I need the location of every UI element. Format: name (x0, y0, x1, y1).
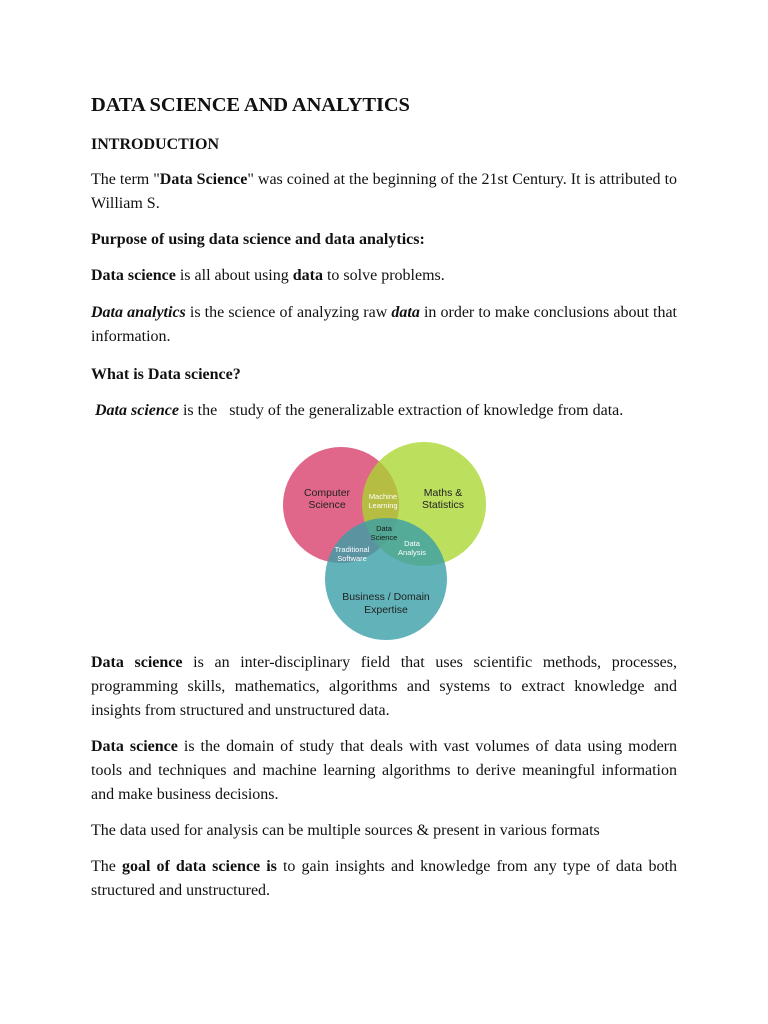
venn-label-business-line1: Business / Domain (342, 591, 430, 603)
introduction-heading: INTRODUCTION (91, 136, 220, 153)
ds-study-text: is the study of the generalizable extraction of knowledge from data. (178, 402, 624, 419)
data-used-paragraph: The data used for analysis can be multiple sources & present in various formats (91, 822, 600, 839)
ds-study-paragraph (91, 399, 677, 423)
ds-solve-text-1: is all about using (175, 267, 293, 284)
ds-solve-bold-1: Data science (91, 267, 176, 284)
venn-label-maths-line2: Statistics (421, 499, 465, 511)
da-text-2: in order to make conclusions about that information. (91, 304, 677, 345)
ds-study-bold-italic: Data science (95, 402, 179, 419)
goal-text-2: to gain insights and knowledge from any type of data both structured and unstructured. (91, 858, 677, 899)
venn-label-ts-line2: Software (337, 554, 367, 563)
venn-label-ds-line1: Data (376, 524, 392, 533)
da-bold-italic-1: Data analytics (91, 304, 186, 321)
venn-label-maths-line1: Maths & (423, 487, 463, 499)
ds-domain-bold: Data science (91, 738, 178, 755)
document-body (91, 92, 677, 903)
page-title: DATA SCIENCE AND ANALYTICS (91, 94, 410, 116)
what-is-ds-heading: What is Data science? (91, 366, 241, 383)
venn-label-ml-line2: Learning (368, 501, 398, 510)
ds-solve-paragraph (91, 264, 677, 288)
venn-label-ts-line1: Traditional (334, 545, 370, 554)
venn-diagram-figure (91, 436, 677, 642)
term-text-2: " was coined at the beginning of the 21st Century. It is attributed to William S. (91, 171, 678, 212)
ds-interdisciplinary-paragraph (91, 651, 677, 723)
venn-label-da-line2: Analysis (398, 548, 426, 557)
ds-inter-text: is an inter-disciplinary field that uses scientific methods, processes, programming skills, mathematics, algorithms and systems to extract knowledge and insights from structured and unstructured data. (91, 654, 678, 719)
ds-domain-paragraph (91, 735, 677, 807)
venn-label-ml-line1: Machine (368, 492, 398, 501)
venn-label-ds-line2: Science (370, 533, 398, 542)
venn-label-business-line2: Expertise (364, 604, 408, 616)
goal-bold: goal of data science is (121, 858, 277, 875)
venn-label-cs-line2: Science (308, 499, 346, 511)
ds-solve-bold-2: data (292, 267, 323, 284)
goal-paragraph (91, 855, 677, 903)
term-text-1: The term " (91, 171, 160, 188)
ds-solve-text-2: to solve problems. (322, 267, 445, 284)
da-text-1: is the science of analyzing raw (185, 304, 392, 321)
purpose-heading: Purpose of using data science and data analytics: (91, 231, 425, 248)
ds-inter-bold: Data science (91, 654, 183, 671)
ds-domain-text: is the domain of study that deals with vast volumes of data using modern tools and techniques and machine learning algorithms to derive meaningful information and make business decisions. (91, 738, 678, 803)
goal-text-1: The (91, 858, 122, 875)
venn-label-da-line1: Data (404, 539, 420, 548)
data-analytics-paragraph (91, 301, 677, 349)
venn-diagram (281, 436, 491, 642)
venn-label-cs-line1: Computer (303, 487, 351, 499)
term-paragraph (91, 168, 677, 216)
term-bold: Data Science (159, 171, 248, 188)
da-bold-italic-2: data (391, 304, 420, 321)
